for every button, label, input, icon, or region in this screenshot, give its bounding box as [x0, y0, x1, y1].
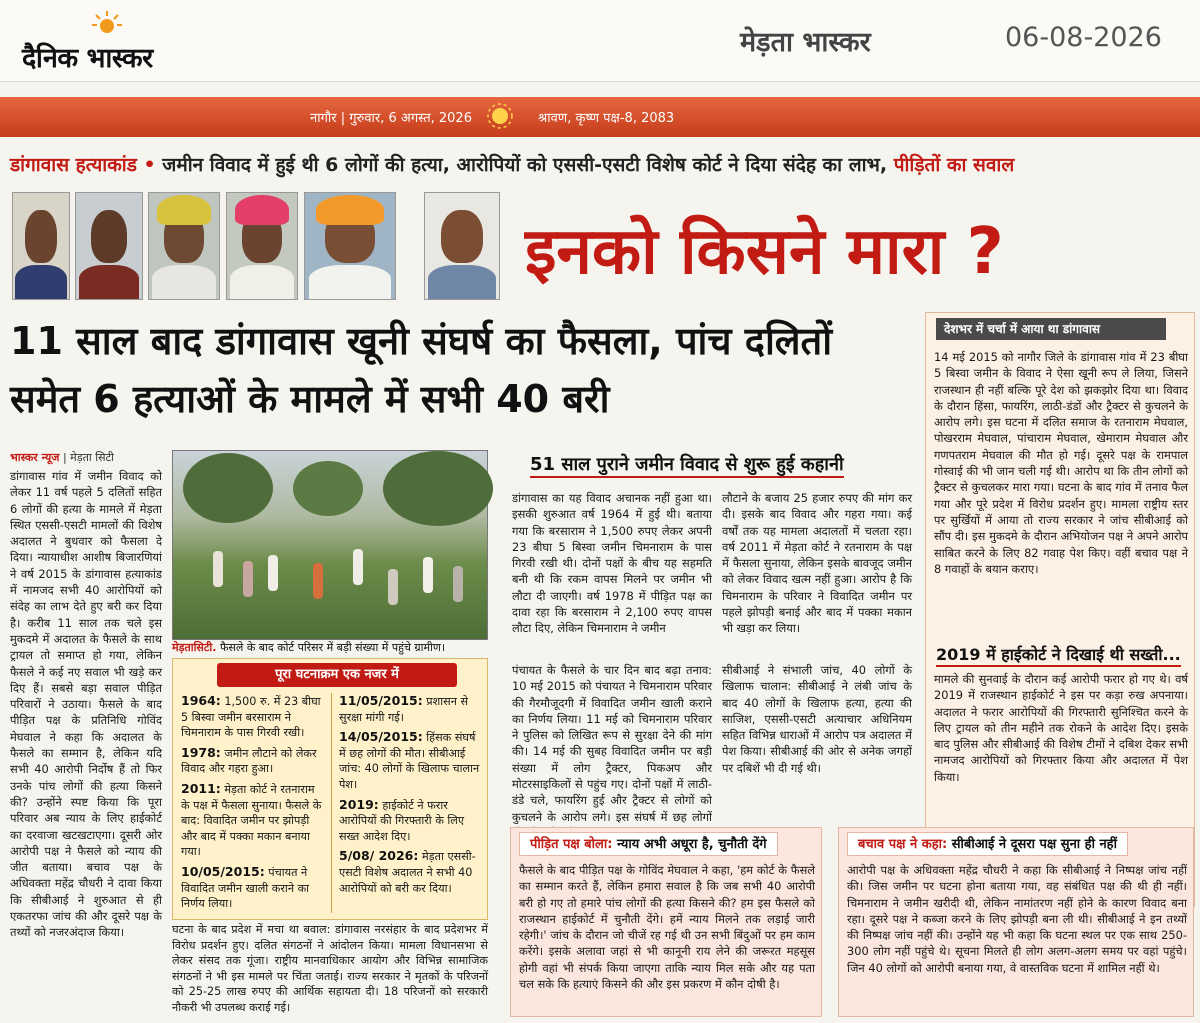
dateline-left: नागौर | गुरुवार, 6 अगस्त, 2026 [310, 111, 472, 126]
protest-paragraph: घटना के बाद प्रदेश में मचा था बवाल: डांगावास नरसंहार के बाद प्रदेशभर में विरोध प्रदर्शन हुए। दलित संगठनों ने आंदोलन किया। मामला विधानसभा से लेकर संसद तक गूंजा। राष्ट्रीय मानवाधिकार आयोग और विभिन्न सामाजिक संगठनों ने भी इस मामले पर चिंता जताई। राज्य सरकार ने मृतकों के परिजनों को 25-25 लाख रुपए की आर्थिक सहायता दी। 18 परिजनों को सरकारी नौकरी भी उपलब्ध कराई गई। [172, 923, 488, 1014]
sidebox-text-2: मामले की सुनवाई के दौरान कई आरोपी फरार हो गए थे। वर्ष 2019 में राजस्थान हाईकोर्ट ने इस पर कड़ा रुख अपनाया। अदालत ने फरार आरोपियों की गिरफ्तारी सुनिश्चित करने के लिए ट्रायल को तीन महीने तक रोकने के आदेश दिए। इसके बाद पुलिस और सीबीआई की विशेष टीमों ने दबिश देकर सभी नामजद आरोपियों को गिरफ्तार किया और अदालत में पेश किया। [934, 672, 1188, 784]
defense-tag [847, 832, 1128, 856]
big-headline: इनको किसने मारा ? [525, 215, 1004, 289]
defense-text: आरोपी पक्ष के अधिवक्ता महेंद्र चौधरी ने कहा कि सीबीआई ने निष्पक्ष जांच नहीं की। जिस जमीन पर घटना होना बताया गया, वह संबंधित पक्ष की थी ही नहीं। चिमनाराम ने जमीन खरीदी थी, लेकिन नामांतरण नहीं होने के कारण विवाद बना रहा। दूसरे पक्ष ने कब्जा करने के लिए झोपड़ी बना ली थी। सीबीआई ने इन तथ्यों की निष्पक्ष जांच नहीं की। उन्होंने यह भी कहा कि घटना स्थल पर एक साथ 250-300 लोग नहीं पहुंचे थे। सूचना मिलते ही लोग अलग-अलग समय पर वहां पहुंचे। जिन 40 लोगों को आरोपी बनाया गया, वे वास्तविक घटना में शामिल नहीं थे। [847, 863, 1187, 975]
sun-icon [485, 101, 515, 131]
kicker-tag: डांगावास हत्याकांड • [10, 154, 156, 176]
sidebox-heading-2: 2019 में हाईकोर्ट ने दिखाई थी सख्ती... [936, 643, 1181, 667]
timeline-right-column [339, 693, 481, 900]
newspaper-logo [22, 10, 202, 74]
timeline-box [172, 658, 488, 920]
edition-date: 06-08-2026 [1005, 22, 1162, 53]
defense-tag-text: सीबीआई ने दूसरा पक्ष सुना ही नहीं [951, 837, 1117, 852]
photo-caption [172, 640, 488, 655]
timeline-item: 11/05/2015: प्रशासन से सुरक्षा मांगी गई। [339, 693, 469, 724]
timeline-item: 14/05/2015: हिंसक संघर्ष में छह लोगों की मौत। सीबीआई जांच: 40 लोगों के खिलाफ चालान पेश। [339, 729, 480, 791]
caption-text: फैसले के बाद कोर्ट परिसर में बड़ी संख्या में पहुंचे ग्रामीण। [219, 641, 446, 654]
left-column-text: डांगावास गांव में जमीन विवाद को लेकर 11 वर्ष पहले 5 दलितों सहित 6 लोगों की हत्या के मामले में मेड़ता स्थित एससी-एसटी मामलों की विशेष अदालत ने बुधवार को फैसला दे दिया। न्यायाधीश आशीष बिजारणियां ने वर्ष 2015 के डांगावास हत्याकांड में नामजद सभी 40 आरोपियों को संदेह का लाभ देते हुए बरी कर दिया है। करीब 11 साल तक चले इस मुकदमे में अदालत के फैसले के साथ ट्रायल तो समाप्त हो गया, लेकिन फैसले ने कई नए सवाल भी खड़े कर दिए हैं। सबसे बड़ा सवाल पीड़ित परिवारों ने उठाया। फैसले के बाद पीड़ित पक्ष के प्रतिनिधि गोविंद मेघवाल ने कहा कि अदालत के फैसले का सम्मान है, लेकिन यदि सभी 40 आरोपी निर्दोष हैं तो फिर उनके पांच लोगों की हत्या किसने की? उन्होंने स्पष्ट किया कि पूरा परिवार अब न्याय के लिए हाईकोर्ट का दरवाजा खटखटाएगा। दूसरी ओर आरोपी पक्ष ने फैसले को न्याय की जीत बताया। बचाव पक्ष के अधिवक्ता महेंद्र चौधरी ने दावा किया कि सीबीआई ने शुरुआत से ही एकतरफा जांच की और दूसरे पक्ष के तथ्यों को नजरअंदाज किया। [10, 469, 162, 940]
defense-box [838, 827, 1194, 1017]
byline [10, 450, 114, 465]
sidebox-text: 14 मई 2015 को नागौर जिले के डांगावास गांव में 23 बीघा 5 बिस्वा जमीन के विवाद ने ऐसा खूनी रूप ले लिया, जिसने राजस्थान ही नहीं बल्कि पूरे देश को झकझोर दिया था। विवाद के दौरान हिंसा, फायरिंग, लाठी-डंडों और ट्रैक्टर से कुचलने के आरोप लगे। इस घटना में दलित समाज के रतनाराम मेघवाल, पोखरराम मेघवाल, पांचाराम मेघवाल, खेमाराम मेघवाल और गणपतराम मेघवाल की मौत हो गई। दूसरे पक्ष के रामपाल गोस्वाई की भी जान चली गई थी। आरोप था कि तीन लोगों को ट्रैक्टर से कुचलकर मारा गया। घटना के बाद गांव में तनाव फैल गया और पूरे प्रदेश में विरोध प्रदर्शन हुए। मामला राष्ट्रीय स्तर पर सुर्खियों में आया तो राज्य सरकार ने जांच सीबीआई को सौंप दी। इस मुकदमे के दौरान अभियोजन पक्ष ने अपने आरोप साबित करने के लिए 82 गवाह पेश किए। वहीं बचाव पक्ष ने 8 गवाहों के बयान कराए। [934, 350, 1188, 576]
timeline-item: 1964: 1,500 रु. में 23 बीघा 5 बिस्वा जमीन बरसाराम ने चिमनाराम के पास गिरवी रखी। [181, 693, 321, 740]
victim-photo [226, 192, 298, 300]
timeline-divider [331, 693, 332, 913]
victim-photo [304, 192, 396, 300]
sidebox [925, 312, 1195, 907]
timeline-item: 1978: जमीन लौटाने को लेकर विवाद और गहरा हुआ। [181, 744, 317, 776]
victim-photo [424, 192, 500, 300]
story-col-2: लौटाने के बजाय 25 हजार रुपए की मांग कर दी। इसके बाद विवाद और गहरा गया। कई वर्षों तक यह मामला अदालतों में चलता रहा। वर्ष 2011 में मेड़ता कोर्ट ने रतनाराम के पक्ष में फैसला सुनाया, लेकिन इसके बावजूद जमीन को लेकर विवाद खत्म नहीं हुआ। आरोप है कि चिमनाराम के परिवार ने विवादित जमीन पर पहले झोपड़ी बनाई और बाद में पक्का मकान भी खड़ा कर लिया। [722, 491, 912, 636]
edition-name: मेड़ता भास्कर [740, 27, 871, 58]
story-col-1: डांगावास का यह विवाद अचानक नहीं हुआ था। इसकी शुरुआत वर्ष 1964 में हुई थी। बताया गया कि बरसाराम ने 1,500 रुपए लेकर अपनी 23 बीघा 5 बिस्वा जमीन चिमनाराम के पास गिरवी रखी थी। दोनों पक्षों के बीच यह सहमति बनी थी कि रकम वापस मिलने पर जमीन भी लौटा दी जाएगी। वर्ष 1978 में पीड़ित पक्ष का दावा रहा कि बरसाराम ने 2,100 रुपए वापस लौटा दिए, लेकिन चिमनाराम ने जमीन [512, 491, 712, 636]
caption-tag: मेड़तासिटी. [172, 641, 217, 654]
kicker-text: जमीन विवाद में हुई थी 6 लोगों की हत्या, आरोपियों को एससी-एसटी विशेष कोर्ट ने दिया संदेह का लाभ, [162, 154, 888, 176]
dateline-right: श्रावण, कृष्ण पक्ष-8, 2083 [538, 111, 675, 126]
story-col-3: पंचायत के फैसले के चार दिन बाद बढ़ा तनाव: 10 मई 2015 को पंचायत ने चिमनाराम परिवार की गैरमौजूदगी में विवादित जमीन खाली कराने का निर्णय लिया। 11 मई को चिमनाराम परिवार ने पुलिस को लिखित रूप से सुरक्षा देने की मांग की। 14 मई की सुबह विवादित जमीन पर बड़ी संख्या में लोग ट्रैक्टर, पिकअप और मोटरसाइकिलों से पहुंच गए। दोनों पक्षों में लाठी-डंडे चले, फायरिंग हुई और ट्रैक्टर से लोगों को कुचलने के आरोप लगे। इस संघर्ष में छह लोगों [512, 663, 712, 824]
byline-agency: भास्कर न्यूज [10, 451, 60, 464]
victim-photo [75, 192, 143, 300]
victim-photo [148, 192, 220, 300]
timeline-left-column [181, 693, 326, 916]
logo-text: दैनिक भास्कर [22, 43, 153, 74]
victims-box [510, 827, 822, 1017]
dateline-band [0, 97, 1200, 137]
victims-tag-text: न्याय अभी अधूरा है, चुनौती देंगे [616, 837, 767, 852]
main-headline: 11 साल बाद डांगावास खूनी संघर्ष का फैसला, पांच दलितों समेत 6 हत्याओं के मामले में सभी 40 बरी [10, 319, 833, 421]
victim-photo [12, 192, 70, 300]
timeline-item: 2011: मेड़ता कोर्ट ने रतनाराम के पक्ष में फैसला सुनाया। फैसले के बाद: विवादित जमीन पर झोपड़ी और बाद में पक्का मकान बनाया गया। [181, 780, 322, 859]
victims-tag [519, 832, 778, 856]
victims-tag-label: पीड़ित पक्ष बोला: [530, 837, 613, 852]
byline-place: | मेड़ता सिटी [62, 451, 114, 464]
story-subheading: 51 साल पुराने जमीन विवाद से शुरू हुई कहानी [530, 452, 844, 478]
kicker-tail: पीड़ितों का सवाल [893, 154, 1015, 176]
victims-text: फैसले के बाद पीड़ित पक्ष के गोविंद मेघवाल ने कहा, 'हम कोर्ट के फैसले का सम्मान करते हैं, लेकिन हमारा सवाल है कि जब सभी 40 आरोपी बरी हो गए तो हमारे पांच लोगों की हत्या किसने की? हम इस फैसले को राजस्थान हाईकोर्ट में चुनौती देंगे। हमें न्याय मिलने तक लड़ाई जारी रहेगी।' जांच के दौरान जो चीजें रह गई थी उन सभी बिंदुओं पर हम काम करेंगे। इसके अलावा जहां से भी कानूनी राय लेने की जरूरत महसूस होगी वहां भी संपर्क किया जाएगा ताकि न्याय मिल सके और यह पता चल सके कि हत्याएं किसने की और इस प्रकरण में कौन दोषी है। [519, 863, 815, 992]
sun-logo-icon [92, 10, 122, 32]
story-col-4: सीबीआई ने संभाली जांच, 40 लोगों के खिलाफ चालान: सीबीआई ने लंबी जांच के बाद 40 लोगों के खिलाफ हत्या, हत्या की साजिश, एससी-एसटी अत्याचार अधिनियम सहित विभिन्न धाराओं में आरोप पत्र अदालत में पेश किया। सीबीआई की ओर से अनेक जगहों पर दबिशें भी दी गई थी। [722, 663, 912, 775]
masthead [0, 0, 1200, 82]
timeline-item: 5/08/ 2026: मेड़ता एससी-एसटी विशेष अदालत ने सभी 40 आरोपियों को बरी कर दिया। [339, 848, 476, 895]
court-premises-photo [172, 450, 488, 640]
defense-tag-label: बचाव पक्ष ने कहा: [858, 837, 948, 852]
sidebox-tag: देशभर में चर्चा में आया था डांगावास [936, 318, 1166, 340]
timeline-item: 2019: हाईकोर्ट ने फरार आरोपियों की गिरफ्तारी के लिए सख्त आदेश दिए। [339, 796, 465, 843]
timeline-title: पूरा घटनाक्रम एक नजर में [217, 663, 457, 687]
story-kicker [10, 151, 1190, 183]
timeline-item: 10/05/2015: पंचायत ने विवादित जमीन खाली कराने का निर्णय लिया। [181, 863, 310, 911]
